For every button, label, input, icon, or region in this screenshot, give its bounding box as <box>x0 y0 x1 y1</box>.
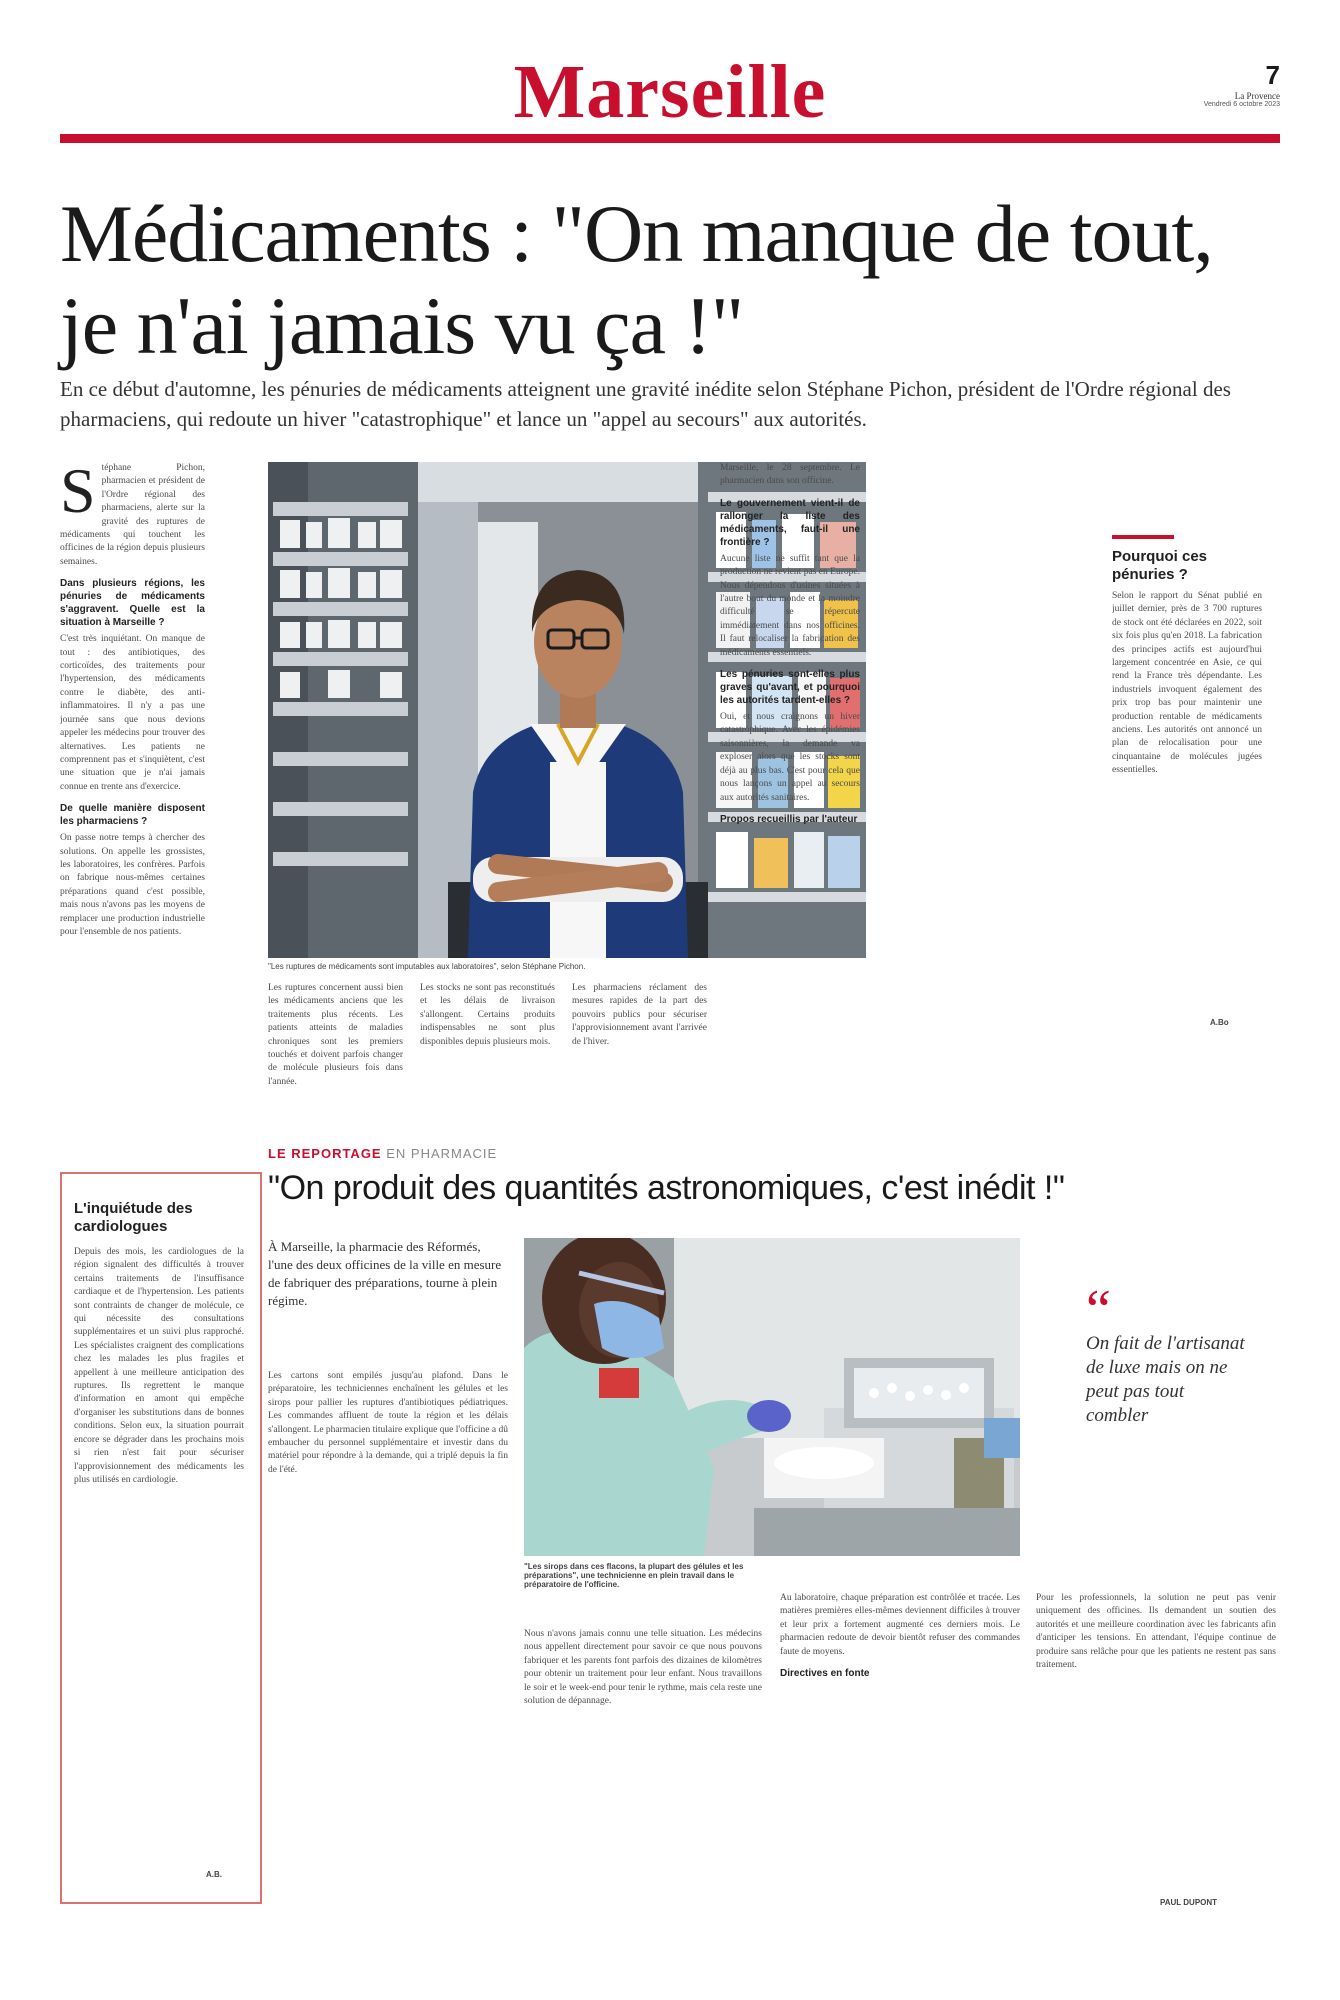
col5-dateline: Marseille, le 28 septembre. Le pharmacien dans son officine. <box>720 463 860 487</box>
report-kicker-label: LE REPORTAGE <box>268 1146 382 1161</box>
col1-p3: On passe notre temps à chercher des solutions. On appelle les grossistes, les laboratoires, les confrères. Parfois on fabrique nous-mêmes certaines préparations quand c'est possible, mais nous n'avons pas les moyens de remplacer une production industrielle pour l'ensemble de nos patients. <box>60 833 205 937</box>
lab-illustration <box>524 1238 1020 1556</box>
report-signature: PAUL DUPONT <box>1160 1898 1218 1907</box>
report-column-c <box>780 1592 1020 1910</box>
col5-question-2: Les pénuries sont-elles plus graves qu'avant, et pourquoi les autorités tardent-elles ? <box>720 669 860 707</box>
col5-p2: Oui, et nous craignons un hiver catastrophique. Avec les épidémies saisonnières, la demande va exploser alors que les stocks sont déjà au plus bas. C'est pour cela que nous lançons un appel au secours aux autorités sanitaires. <box>720 712 860 803</box>
col5-credit: Propos recueillis par l'auteur <box>720 813 858 825</box>
lab-photo-caption: "Les sirops dans ces flacons, la plupart des gélules et les préparations", une technicienne en plein travail dans le préparatoire de l'officine. <box>524 1562 744 1589</box>
boxed-signature: A.B. <box>206 1870 222 1879</box>
col1-question-2: De quelle manière disposent les pharmaciens ? <box>60 803 205 828</box>
photo-caption: "Les ruptures de médicaments sont imputables aux laboratoires", selon Stéphane Pichon. <box>268 962 586 971</box>
article-column-5 <box>720 462 860 1122</box>
page-number: 7 <box>1265 60 1280 90</box>
article-column-2: Les ruptures concernent aussi bien les médicaments anciens que les traitements plus récents. Les patients atteints de maladies chroniques sont les premiers touchés et doivent parfois changer de molécule plusieurs fois dans l'année. <box>268 983 403 1087</box>
report-column-d: Pour les professionnels, la solution ne peut pas venir uniquement des officines. Ils demandent un soutien des autorités et une meilleure coordination avec les fabricants afin d'anticiper les tensions. En attendant, l'équipe continue de produire sans relâche pour que les patients ne restent pas sans traitement. <box>1036 1593 1276 1671</box>
report-column-a: Les cartons sont empilés jusqu'au plafond. Dans le préparatoire, les techniciennes enchaînent les gélules et les sirops pour pallier les ruptures d'antibiotiques pédiatriques. Les commandes affluent de toute la région et les délais s'allongent. Le pharmacien titulaire explique que l'officine a dû embaucher du personnel supplémentaire et investir dans du matériel pour répondre à la demande, qui a triplé depuis la fin de l'été. <box>268 1371 508 1475</box>
sidebar-rule <box>1112 535 1174 539</box>
sidebar-signature: A.Bo <box>1210 1018 1229 1027</box>
masthead-rule <box>60 134 1280 143</box>
pullquote-text: On fait de l'artisanat de luxe mais on ne peut pas tout combler <box>1086 1333 1245 1426</box>
sidebar-title: Pourquoi ces pénuries ? <box>1112 548 1208 583</box>
section-title: Marseille <box>513 50 827 134</box>
article-column-3: Les stocks ne sont pas reconstitués et les délais de livraison s'allongent. Certains produits indispensables ne sont plus disponibles depuis plusieurs mois. <box>420 983 555 1047</box>
report-kicker <box>268 1146 497 1161</box>
col5-p1: Aucune liste ne suffit tant que la production ne revient pas en Europe. Nous dépendons d'usines situées à l'autre bout du monde et la moindre difficulté se répercute immédiatement dans nos officines. Il faut relocaliser la fabrication des médicaments essentiels. <box>720 553 860 658</box>
report-column-c-subhead: Directives en fonte <box>780 1668 870 1680</box>
drop-cap: S <box>60 462 96 526</box>
col1-p2: C'est très inquiétant. On manque de tout : des antibiotiques, des corticoïdes, des traitements pour l'hypertension, des médicaments contre le diabète, des anti-inflammatoires. Il n'y a pas une journée sans que nous devions appeler les médecins pour trouver des alternatives. Les patients ne comprennent pas et s'inquiètent, c'est une situation que je n'ai jamais connue en trente ans d'exercice. <box>60 634 205 792</box>
article-standfirst: En ce début d'automne, les pénuries de médicaments atteignent une gravité inédite selon Stéphane Pichon, président de l'Ordre régional des pharmaciens, qui redoute un hiver "catastrophique" et lance un "appel au secours" aux autorités. <box>60 377 1231 431</box>
col1-p1: téphane Pichon, pharmacien et président de l'Ordre régional des pharmaciens, alerte sur la gravité des ruptures de médicaments qui touchent les officines de la région depuis plusieurs semaines. <box>60 463 205 567</box>
pullquote-mark: “ <box>1086 1279 1111 1341</box>
report-headline: "On produit des quantités astronomiques, c'est inédit !" <box>268 1169 1065 1207</box>
col5-question-1: Le gouvernement vient-il de rallonger la liste des médicaments, faut-il une frontière ? <box>720 497 860 548</box>
report-column-b: Nous n'avons jamais connu une telle situation. Les médecins nous appellent directement pour savoir ce que nous pouvons fabriquer et les parents font parfois des dizaines de kilomètres pour obtenir un traitement pour leur enfant. Nous travaillons le soir et le week-end pour tenir le rythme, mais cela reste une solution de dépannage. <box>524 1629 762 1707</box>
boxed-title: L'inquiétude des cardiologues <box>74 1200 193 1235</box>
publication-date: Vendredi 6 octobre 2023 <box>1203 101 1280 108</box>
page-info <box>1204 60 1280 108</box>
col1-question-1: Dans plusieurs régions, les pénuries de médicaments s'aggravent. Quelle est la situation à Marseille ? <box>60 578 205 629</box>
report-column-c-text: Au laboratoire, chaque préparation est contrôlée et tracée. Les matières premières elles-mêmes deviennent difficiles à trouver et leur prix a fortement augmenté ces derniers mois. Le pharmacien redoute de devoir bientôt refuser des commandes faute de moyens. <box>780 1593 1020 1657</box>
sidebar-body: Selon le rapport du Sénat publié en juillet dernier, près de 3 700 ruptures de stock ont été déclarées en 2022, soit six fois plus qu'en 2018. La fabrication des principes actifs est aujourd'hui largement concentrée en Asie, ce qui rend la France très dépendante. Les industriels invoquent également des prix trop bas pour maintenir une production rentable de médicaments anciens. Les autorités ont annoncé un plan de relocalisation pour une cinquantaine de molécules jugées essentielles. <box>1112 591 1262 776</box>
lab-photo <box>524 1238 1020 1556</box>
article-headline: Médicaments : "On manque de tout, je n'ai jamais vu ça !" <box>60 188 1213 371</box>
article-column-1 <box>60 462 205 1120</box>
publication-name: La Provence <box>1234 91 1280 101</box>
boxed-body: Depuis des mois, les cardiologues de la région signalent des difficultés à trouver certains traitements de l'insuffisance cardiaque et de l'hypertension. Les patients sont contraints de changer de molécule, ce qui nécessite des consultations supplémentaires et un suivi plus rapproché. Les spécialistes craignent des complications chez les malades les plus fragiles et appellent à une meilleure anticipation des ruptures. Ils regrettent le manque d'information en amont qui empêche d'organiser les substitutions dans de bonnes conditions. Selon eux, la situation pourrait encore se dégrader dans les prochains mois si rien n'est fait pour sécuriser l'approvisionnement des médicaments les plus utilisés en cardiologie. <box>74 1247 244 1485</box>
report-kicker-topic: EN PHARMACIE <box>386 1146 498 1161</box>
article-column-4: Les pharmaciens réclament des mesures rapides de la part des pouvoirs publics pour sécuriser l'approvisionnement avant l'arrivée de l'hiver. <box>572 983 707 1047</box>
report-lead: À Marseille, la pharmacie des Réformés, l'une des deux officines de la ville en mesure de fabriquer des préparations, tourne à plein régime. <box>268 1239 502 1308</box>
